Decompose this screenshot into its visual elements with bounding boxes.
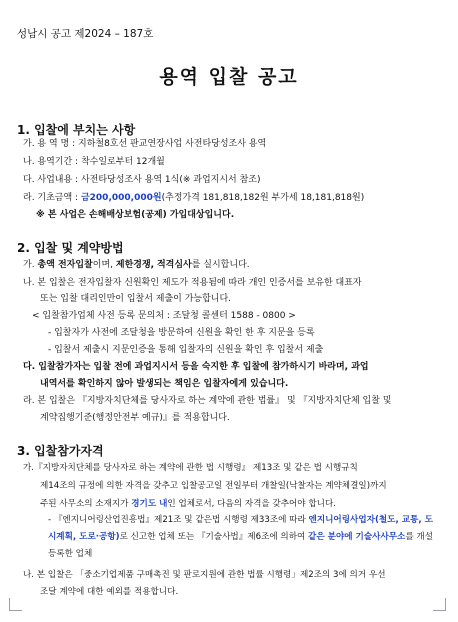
page-corner-mark [433, 598, 446, 611]
competition-type: 제한경쟁, [115, 260, 155, 270]
item-prefix: 가. [23, 260, 35, 270]
engineer-office-requirement: 같은 분야에 기술사사무소 [308, 532, 406, 542]
responsibility-line-1: 다. 입찰참가자는 입찰 전에 과업지시서 등을 숙지한 후 입찰에 참가하시기 바라며, 과업 [23, 362, 369, 372]
notice-number: 성남시 공고 제2024 – 187호 [17, 28, 154, 40]
section-heading-1: 1. 입찰에 부치는 사항 [17, 123, 136, 137]
text-fragment: 이며, [92, 260, 113, 270]
item-base-price [23, 193, 364, 204]
item-label: 라. 기초금액 : [23, 193, 79, 203]
text-fragment: 를 개설 등록한 업체 [48, 532, 433, 559]
item-value: 착수일로부터 12개월 [80, 157, 165, 167]
item-business-content [23, 175, 261, 186]
text-fragment: 로 신고한 업체 또는 『기술사법』제6조에 의하여 [119, 532, 309, 542]
text-fragment: 인 업체로서, 다음의 자격을 갖추어야 합니다. [167, 499, 336, 509]
contact-info: < 입찰참가업체 사전 등록 문의처 : 조달청 콜센터 1588 - 0800 > [32, 311, 296, 321]
law-line-2: 계약집행기준(행정안전부 예규)』를 적용합니다. [40, 413, 230, 423]
item-label: 다. 사업내용 : [23, 175, 79, 185]
section-heading-3: 3. 입찰참가자격 [17, 444, 104, 458]
item-label: 나. 용역기간 : [23, 157, 79, 167]
qualification-line-2: 제14조의 규정에 의한 자격을 갖추고 입찰공고일 전일부터 개찰일(낙찰자는 계약체결일)까지 [40, 481, 387, 491]
item-value: 지하철8호선 판교연장사업 사전타당성조사 용역 [78, 139, 267, 149]
qualification-line-3 [40, 499, 336, 510]
section-heading-2: 2. 입찰 및 계약방법 [17, 241, 124, 255]
qualification-line-1: 가.『지방자치단체를 당사자로 하는 계약에 관한 법 시행령』 제13조 및 같은 법 시행규칙 [23, 463, 358, 473]
qualification-sub-item [48, 512, 440, 563]
page-corner-mark [9, 598, 22, 611]
bullet-item: - 입찰자가 사전에 조달청을 방문하여 신원을 확인 한 후 지문을 등록 [48, 328, 315, 338]
item-service-name [23, 139, 266, 150]
bullet-item: - 입찰서 제출시 지문인증을 통해 입찰자의 신원을 확인 후 입찰서 제출 [48, 345, 324, 355]
location-requirement: 경기도 내 [131, 499, 168, 509]
sme-exception-line-2: 조달 계약에 대한 예외를 적용합니다. [40, 587, 179, 597]
sme-exception-line-1: 나. 본 입찰은 「중소기업제품 구매촉진 및 판로지원에 관한 법률 시행령」제2조의 3에 의거 우선 [23, 570, 386, 580]
text-fragment: 주된 사무소의 소재지가 [40, 499, 132, 509]
insurance-note: ※ 본 사업은 손해배상보험(공제) 가입대상입니다. [36, 210, 235, 220]
base-price-amount: 금200,000,000원 [80, 193, 162, 203]
responsibility-line-2: 내역서를 확인하지 않아 발생되는 책임은 입찰자에게 있습니다. [40, 379, 289, 389]
item-value: 사전타당성조사 용역 1식(※ 과업지시서 참조) [80, 175, 261, 185]
text-fragment: - 『엔지니어링산업진흥법』제21조 및 같은법 시행령 제33조에 따라 [48, 515, 309, 525]
item-service-period [23, 157, 165, 168]
bid-type: 총액 전자입찰 [37, 260, 93, 270]
text-fragment: 를 실시합니다. [191, 260, 250, 270]
engineering-requirement: 엔지니어링사업자(철도, 교통, 도시계획, 도로·공항) [48, 515, 433, 542]
identity-check-line-1: 나. 본 입찰은 전자입찰자 신원확인 제도가 적용됨에 따라 개인 인증서를 보유한 대표자 [23, 278, 362, 288]
page-title: 용역 입찰 공고 [159, 66, 299, 88]
law-line-1: 라. 본 입찰은 『지방자치단체를 당사자로 하는 계약에 관한 법률』 및 『지방자치단체 입찰 및 [23, 396, 392, 406]
bid-method-line [23, 260, 250, 271]
review-type: 적격심사 [156, 260, 192, 270]
item-label: 가. 용 역 명 : [23, 139, 76, 149]
identity-check-line-2: 또는 입찰 대리인만이 입찰서 제출이 가능합니다. [40, 294, 232, 304]
base-price-detail: (추정가격 181,818,182원 부가세 18,181,818원) [161, 193, 365, 203]
